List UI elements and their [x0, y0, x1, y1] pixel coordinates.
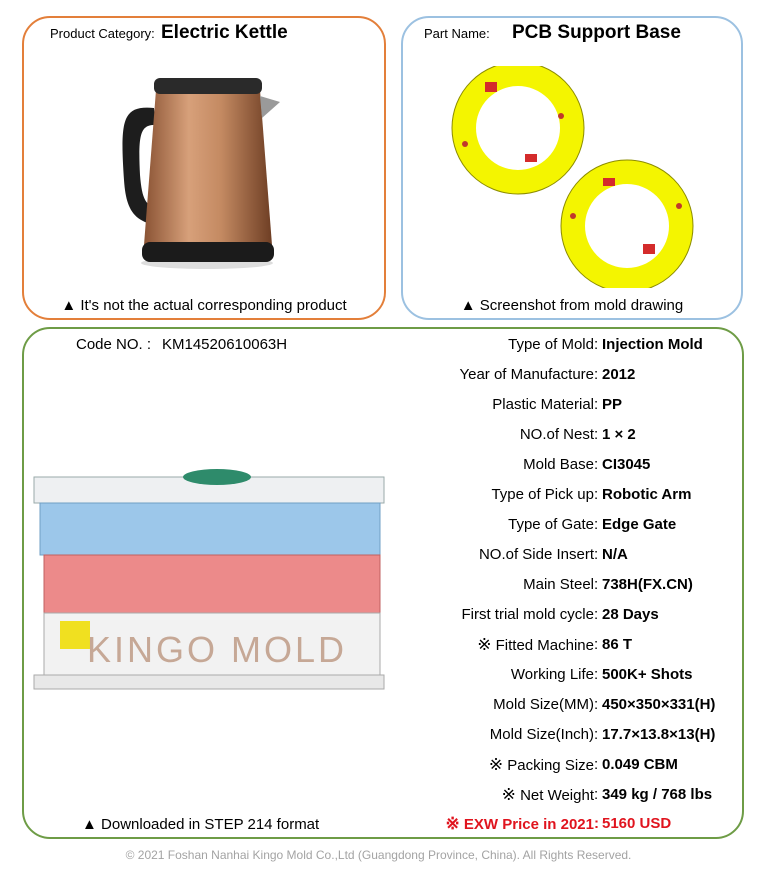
spec-label-text: NO.of Side Insert [478, 546, 594, 563]
spec-row [404, 635, 744, 655]
spec-colon: : [594, 336, 599, 353]
spec-row [404, 665, 744, 685]
spec-label [459, 365, 594, 385]
spec-label-text: Packing Size [507, 757, 594, 774]
spec-colon: : [594, 696, 599, 713]
spec-colon: : [594, 636, 599, 653]
spec-label-text: Working Life [510, 666, 594, 683]
mold-watermark-text: KINGO MOLD [86, 629, 348, 670]
asterisk-note-icon: ※ [501, 785, 516, 804]
asterisk-note-icon: ※ [477, 635, 492, 654]
code-label: Code NO. : [76, 336, 152, 353]
spec-colon: : [594, 726, 599, 743]
spec-value: 0.049 CBM [602, 756, 678, 773]
product-category-value: Electric Kettle [161, 22, 288, 43]
product-panel [22, 16, 386, 320]
spec-row [404, 425, 744, 445]
spec-label-text: Mold Size(MM) [493, 696, 594, 713]
spec-value: 738H(FX.CN) [602, 576, 693, 593]
spec-colon: : [594, 786, 599, 803]
spec-label-text: Year of Manufacture [459, 366, 594, 383]
spec-value: Robotic Arm [602, 486, 692, 503]
spec-row [404, 515, 744, 535]
spec-row [404, 365, 744, 385]
spec-row [404, 605, 744, 625]
spec-label [489, 755, 594, 776]
part-name-value: PCB Support Base [512, 22, 681, 43]
spec-row [404, 725, 744, 745]
spec-colon: : [594, 486, 599, 503]
spec-colon: : [594, 666, 599, 683]
product-caption: ▲ It's not the actual corresponding product [61, 297, 347, 314]
spec-colon: : [594, 396, 599, 413]
spec-label-text: Mold Size(Inch) [489, 726, 594, 743]
spec-label [461, 605, 594, 625]
copyright-notice: © 2021 Foshan Nanhai Kingo Mold Co.,Ltd (Guangdong Province, China). All Rights Reserved. [125, 848, 632, 862]
spec-value: 2012 [602, 366, 636, 383]
spec-label-text: Type of Mold [508, 336, 594, 353]
spec-label [493, 695, 594, 715]
spec-value: Edge Gate [602, 516, 677, 533]
spec-colon: : [594, 426, 599, 443]
price-value: 5160 USD [602, 815, 672, 832]
spec-label [508, 515, 594, 535]
spec-row [404, 755, 744, 775]
spec-label-text: Mold Base [523, 456, 594, 473]
spec-colon: : [594, 576, 599, 593]
ring-part-top [452, 66, 584, 194]
spec-row [404, 695, 744, 715]
pcb-support-base-image [443, 66, 703, 288]
spec-label [523, 575, 594, 595]
spec-label [508, 335, 594, 355]
spec-colon: : [594, 756, 599, 773]
spec-value: CI3045 [602, 456, 651, 473]
spec-label [491, 485, 594, 505]
spec-label-text: First trial mold cycle [461, 606, 594, 623]
spec-label-text: Fitted Machine [495, 637, 594, 654]
spec-colon: : [594, 516, 599, 533]
spec-label-text: Type of Gate [508, 516, 594, 533]
spec-value: PP [602, 396, 623, 413]
part-caption: ▲ Screenshot from mold drawing [460, 297, 684, 314]
part-name-label: Part Name: [424, 26, 490, 41]
spec-row [404, 455, 744, 475]
spec-label [492, 395, 594, 415]
product-category-label: Product Category: [50, 26, 155, 41]
ring-part-bottom [561, 160, 693, 288]
spec-label [477, 635, 594, 656]
price-row [404, 814, 744, 834]
spec-row [404, 545, 744, 565]
asterisk-note-icon: ※ [488, 755, 504, 774]
spec-label [511, 665, 594, 685]
spec-label-text: Type of Pick up [491, 486, 594, 503]
spec-label-text: Plastic Material [492, 396, 594, 413]
spec-label [523, 455, 594, 475]
spec-row [404, 485, 744, 505]
mold-3d-image [32, 467, 394, 707]
spec-value: 450×350×331(H) [602, 696, 716, 713]
spec-value: 28 Days [602, 606, 659, 623]
spec-label-text: Net Weight [520, 787, 594, 804]
mold-spec-panel [22, 327, 744, 839]
spec-value: 17.7×13.8×13(H) [602, 726, 716, 743]
spec-colon: : [594, 456, 599, 473]
spec-row [404, 395, 744, 415]
spec-label [479, 545, 594, 565]
spec-label [490, 725, 594, 745]
spec-value: 500K+ Shots [602, 666, 693, 683]
price-label: ※ EXW Price in 2021 [445, 814, 594, 833]
spec-row [404, 575, 744, 595]
spec-row [404, 785, 744, 805]
spec-colon: : [594, 366, 599, 383]
spec-value: 86 T [602, 636, 633, 653]
spec-value: 1 × 2 [602, 426, 636, 443]
mold-caption: ▲ Downloaded in STEP 214 format [82, 816, 320, 833]
spec-value: 349 kg / 768 lbs [602, 786, 713, 803]
part-panel [401, 16, 743, 320]
spec-colon: : [594, 606, 599, 623]
spec-value: Injection Mold [602, 336, 703, 353]
spec-colon: : [594, 546, 599, 563]
spec-row [404, 335, 744, 355]
spec-label-text: Main Steel [523, 576, 594, 593]
kettle-image [112, 60, 282, 270]
spec-label [520, 425, 594, 445]
price-colon: : [594, 815, 599, 832]
spec-value: N/A [602, 546, 628, 563]
spec-label-text: NO.of Nest [519, 426, 594, 443]
code-value: KM14520610063H [162, 336, 288, 353]
spec-label [502, 785, 594, 806]
